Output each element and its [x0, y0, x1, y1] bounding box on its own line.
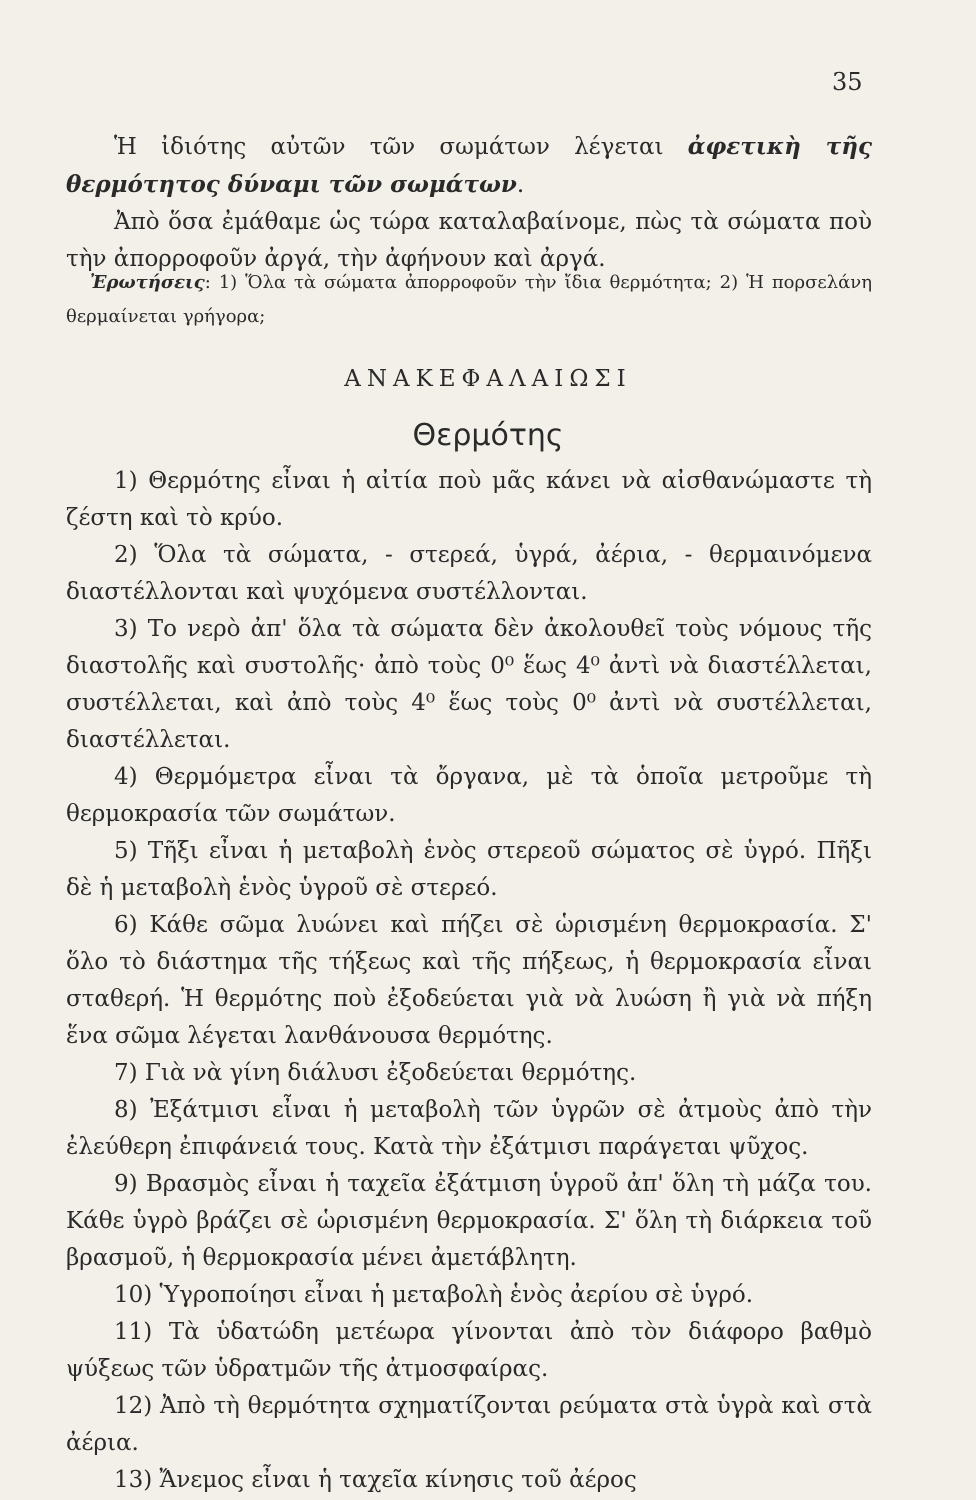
summary-item: 1) Θερμότης εἶναι ἡ αἰτία ποὺ μᾶς κάνει νὰ αἰσθανώμαστε τὴ ζέστη καὶ τὸ κρύο. — [66, 468, 872, 531]
summary-item: 5) Τῆξι εἶναι ἡ μεταβολὴ ἑνὸς στερεοῦ σώματος σὲ ὑγρό. Πῆξι δὲ ἡ μεταβολὴ ἑνὸς ὑγροῦ σὲ στερεό. — [66, 838, 872, 901]
summary-item: 6) Κάθε σῶμα λυώνει καὶ πήζει σὲ ὡρισμένη θερμοκρασία. Σ' ὅλο τὸ διάστημα τῆς τήξεως καὶ τῆς πήξεως, ἡ θερμοκρασία εἶναι σταθερή. Ἡ θερμότης ποὺ ἐξοδεύεται γιὰ νὰ λυώση ἢ γιὰ νὰ πήξη ἕνα σῶμα λέγεται λανθάνουσα θερμότης. — [66, 912, 872, 1049]
summary-item: 10) Ὑγροποίησι εἶναι ἡ μεταβολὴ ἑνὸς ἀερίου σὲ ὑγρό. — [114, 1282, 754, 1308]
questions-text: : 1) Ὅλα τὰ σώματα ἀπορροφοῦν τὴν ἴδια θερμότητα; 2) Ἡ πορσελάνη θερμαίνεται γρήγορα; — [66, 272, 872, 327]
summary-item: 12) Ἀπὸ τὴ θερμότητα σχηματίζονται ρεύματα στὰ ὑγρὰ καὶ στὰ ἀέρια. — [66, 1393, 872, 1456]
summary-item: 9) Βρασμὸς εἶναι ἡ ταχεῖα ἐξάτμιση ὑγροῦ ἀπ' ὅλη τὴ μάζα του. Κάθε ὑγρὸ βράζει σὲ ὡρισμένη θερμοκρασία. Σ' ὅλη τὴ διάρκεια τοῦ βρασμοῦ, ἡ θερμοκρασία μένει ἀμετάβλητη. — [66, 1171, 872, 1271]
summary-item: 3) Το νερὸ ἀπ' ὅλα τὰ σώματα δὲν ἀκολουθεῖ τοὺς νόμους τῆς διαστολῆς καὶ συστολῆς· ἀπὸ τοὺς 0⁰ ἕως 4⁰ ἀντὶ νὰ διαστέλλεται, συστέλλεται, καὶ ἀπὸ τοὺς 4⁰ ἕως τοὺς 0⁰ ἀντὶ νὰ συστέλλεται, διαστέλλεται. — [66, 616, 872, 753]
questions-block — [66, 266, 872, 334]
summary-list — [66, 463, 872, 1499]
summary-heading: ΑΝΑΚΕΦΑΛΑΙΩΣΙ — [344, 366, 632, 392]
summary-item: 4) Θερμόμετρα εἶναι τὰ ὄργανα, μὲ τὰ ὁποῖα μετροῦμε τὴ θερμοκρασία τῶν σωμάτων. — [66, 764, 872, 827]
intro-period: . — [516, 172, 525, 198]
summary-item: 13) Ἄνεμος εἶναι ἡ ταχεῖα κίνησις τοῦ ἀέρος — [114, 1467, 637, 1493]
page-number: 35 — [832, 68, 863, 96]
summary-subheading: Θερμότης — [412, 418, 564, 453]
intro-paragraph-2: Ἀπὸ ὅσα ἐμάθαμε ὡς τώρα καταλαβαίνομε, πὼς τὰ σώματα ποὺ τὴν ἀπορροφοῦν ἀργά, τὴν ἀφήνουν καὶ ἀργά. — [66, 209, 872, 272]
summary-item: 7) Γιὰ νὰ γίνη διάλυσι ἐξοδεύεται θερμότης. — [114, 1060, 637, 1086]
summary-item: 2) Ὅλα τὰ σώματα, - στερεά, ὑγρά, ἀέρια, - θερμαινόμενα διαστέλλονται καὶ ψυχόμενα συστέλλονται. — [66, 542, 872, 605]
intro-block — [66, 128, 872, 278]
intro-paragraph — [66, 128, 872, 204]
questions-paragraph — [66, 266, 872, 334]
summary-item: 8) Ἐξάτμισι εἶναι ἡ μεταβολὴ τῶν ὑγρῶν σὲ ἀτμοὺς ἀπὸ τὴν ἐλεύθερη ἐπιφάνειά τους. Κατὰ τὴν ἐξάτμισι παράγεται ψῦχος. — [66, 1097, 872, 1160]
intro-text: Ἡ ἰδιότης αὐτῶν τῶν σωμάτων λέγεται — [114, 134, 688, 160]
questions-label: Ἐρωτήσεις — [90, 272, 205, 293]
summary-item: 11) Τὰ ὑδατώδη μετέωρα γίνονται ἀπὸ τὸν διάφορο βαθμὸ ψύξεως τῶν ὑδρατμῶν τῆς ἀτμοσφαίρας. — [66, 1319, 872, 1382]
intro-term: ἀφετικὴ τῆς θερμότητος δύναμι τῶν σωμάτων — [66, 133, 872, 198]
